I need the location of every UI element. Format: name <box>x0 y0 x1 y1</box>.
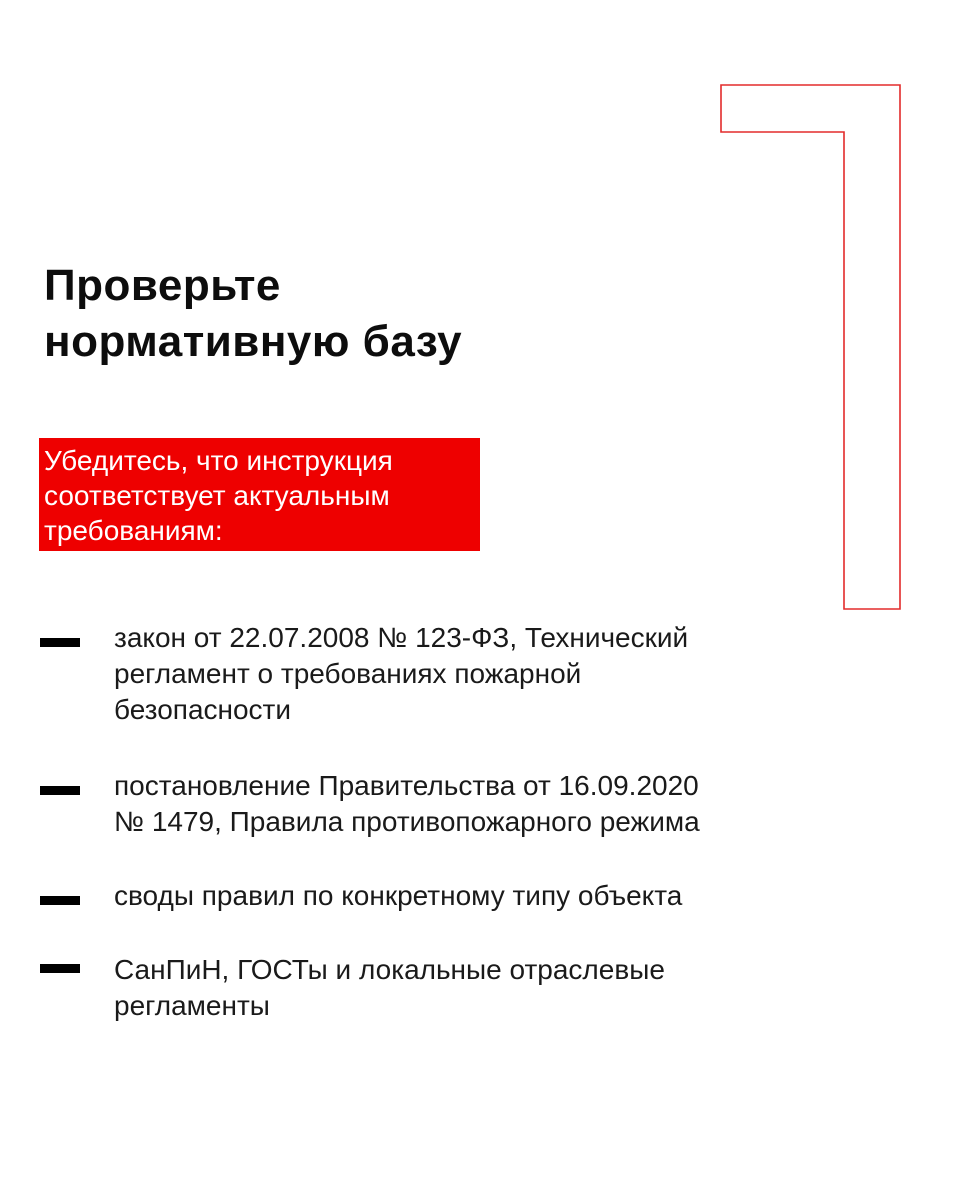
number-one-outline <box>720 84 902 612</box>
list-item-text: своды правил по конкретному типу объекта <box>114 880 683 911</box>
list-item-text: постановление Правительства от 16.09.2020 № 1479, Правила противопожарного режима <box>114 770 700 837</box>
page-title: Проверьте нормативную базу <box>44 261 463 366</box>
dash-bullet-icon <box>40 896 80 905</box>
highlight-callout: Убедитесь, что инструкция соответствует актуальным требованиям: <box>39 438 480 551</box>
dash-bullet-icon <box>40 964 80 973</box>
list-item-text: закон от 22.07.2008 № 123-ФЗ, Технический регламент о требованиях пожарной безопасности <box>114 622 689 725</box>
list-item-text: СанПиН, ГОСТы и локальные отраслевые регламенты <box>114 954 665 1021</box>
dash-bullet-icon <box>40 638 80 647</box>
dash-bullet-icon <box>40 786 80 795</box>
